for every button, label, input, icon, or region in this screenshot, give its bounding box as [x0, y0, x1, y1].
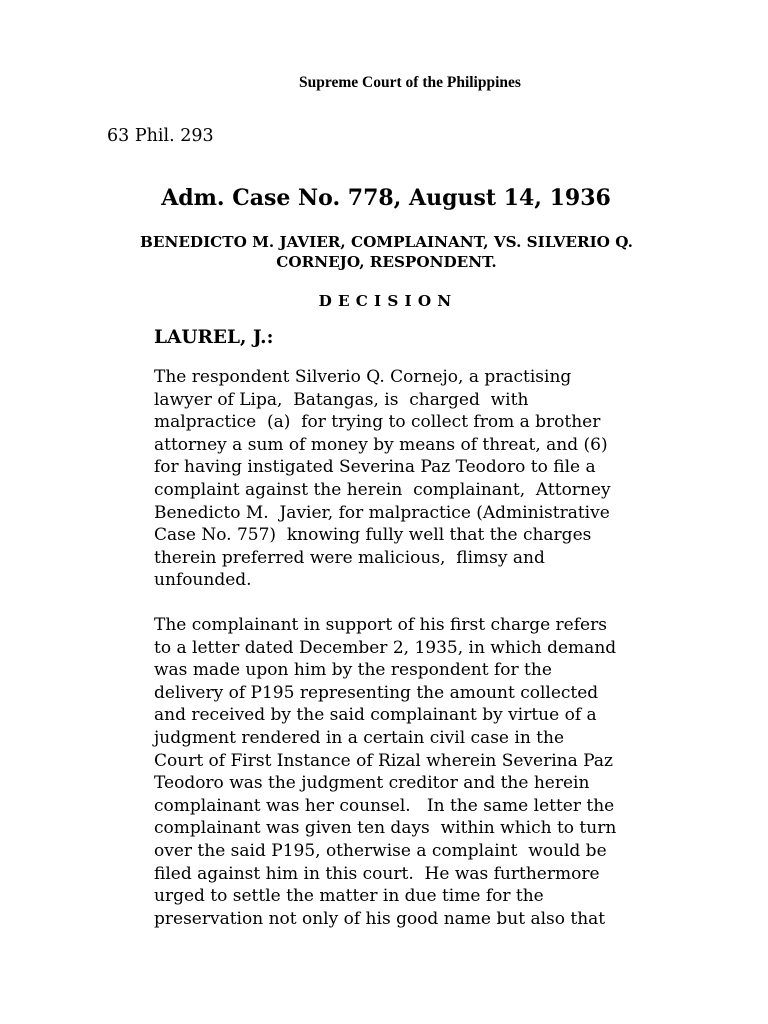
text-line: lawyer of Lipa, Batangas, is charged with [154, 389, 529, 410]
text-line: therein preferred were malicious, flimsy and [154, 547, 545, 568]
text-line: complainant was her counsel. In the same letter the [154, 795, 615, 816]
case-title: Adm. Case No. 778, August 14, 1936 [161, 185, 611, 211]
text-line: attorney a sum of money by means of threat, and (6) [154, 434, 608, 455]
text-line: over the said P195, otherwise a complaint would be [154, 840, 607, 861]
case-parties [100, 232, 673, 272]
text-line: filed against him in this court. He was furthermore [154, 863, 600, 884]
text-line: Case No. 757) knowing fully well that the charges [154, 525, 592, 546]
paragraph-2 [154, 614, 734, 930]
text-line: Court of First Instance of Rizal wherein Severina Paz [154, 750, 613, 771]
text-line: malpractice (a) for trying to collect from a brother [154, 412, 601, 433]
text-line: Benedicto M. Javier, for malpractice (Administrative [154, 502, 610, 523]
text-line: The respondent Silverio Q. Cornejo, a practising [154, 367, 572, 387]
text-line: unfounded. [154, 570, 252, 591]
text-line: complaint against the herein complainant, Attorney [154, 479, 611, 500]
paragraph-1 [154, 366, 734, 592]
text-line: to a letter dated December 2, 1935, in which demand [154, 637, 617, 658]
text-line: and received by the said complainant by virtue of a [154, 705, 597, 726]
text-line: was made upon him by the respondent for the [154, 660, 552, 681]
parties-line: BENEDICTO M. JAVIER, COMPLAINANT, VS. SILVERIO Q. [140, 233, 633, 251]
text-line: The complainant in support of his first charge refers [154, 615, 607, 635]
text-line: complainant was given ten days within which to turn [154, 818, 617, 839]
court-name: Supreme Court of the Philippines [299, 74, 521, 91]
case-citation: 63 Phil. 293 [107, 126, 214, 146]
text-line: urged to settle the matter in due time for the [154, 886, 544, 907]
text-line: judgment rendered in a certain civil case in the [154, 727, 565, 748]
ponente: LAUREL, J.: [154, 327, 274, 348]
text-line: for having instigated Severina Paz Teodoro to file a [154, 457, 596, 478]
text-line: preservation not only of his good name but also that [154, 908, 606, 929]
text-line: Teodoro was the judgment creditor and the herein [154, 773, 590, 794]
decision-heading: DECISION [318, 292, 458, 310]
text-line: delivery of P195 representing the amount collected [154, 682, 599, 703]
parties-line: CORNEJO, RESPONDENT. [276, 253, 497, 271]
